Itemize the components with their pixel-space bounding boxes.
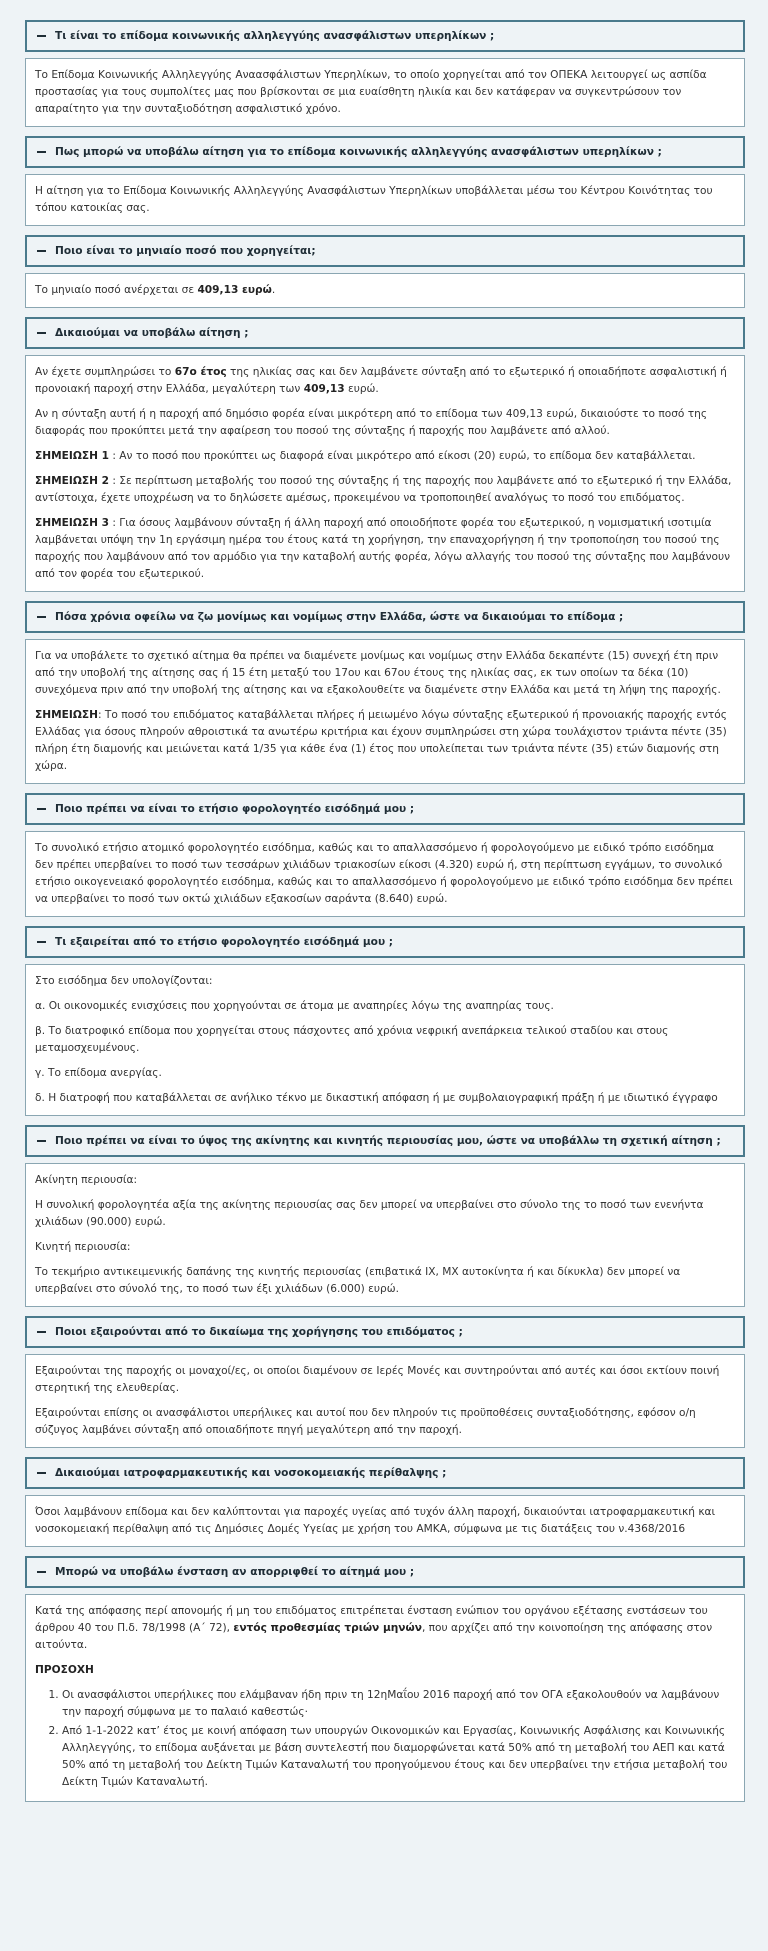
- faq-item: [25, 235, 745, 308]
- minus-icon[interactable]: [37, 35, 46, 37]
- answer-paragraph: [35, 1197, 735, 1231]
- answer-paragraph: [35, 707, 735, 775]
- faq-question-text: Ποιοι εξαιρούνται από το δικαίωμα της χορήγησης του επιδόματος ;: [55, 1326, 463, 1338]
- answer-paragraph: [35, 1504, 735, 1538]
- answer-text: δ. Η διατροφή που καταβάλλεται σε ανήλικο τέκνο με δικαστική απόφαση ή με συμβολαιογραφική πράξη ή με ιδιωτικό έγγραφο: [35, 1092, 718, 1104]
- faq-question-text: Ποιο πρέπει να είναι το ύψος της ακίνητης και κινητής περιουσίας μου, ώστε να υποβάλλω τη σχετική αίτηση ;: [55, 1135, 721, 1147]
- faq-question[interactable]: [25, 1457, 745, 1489]
- answer-text: .: [271, 284, 276, 296]
- answer-text: Εξαιρούνται επίσης οι ανασφάλιστοι υπερήλικες και αυτοί που δεν πληρούν τις προϋποθέσεις συνταξιοδότησης, εφόσον ο/η σύζυγος λαμβάνει σύνταξη από οποιαδήποτε πηγή μεγαλύτερη από την παροχή.: [35, 1407, 696, 1436]
- faq-question-text: Τι εξαιρείται από το ετήσιο φορολογητέο εισόδημά μου ;: [55, 936, 394, 948]
- answer-text: Αν η σύνταξη αυτή ή η παροχή από δημόσιο φορέα είναι μικρότερη από το επίδομα των 409,13 ευρώ, δικαιούστε το ποσό της διαφοράς που προκύπτει μετά την αφαίρεση του ποσού της σύνταξης ή παροχής που λαμβάνετε από αλλού.: [35, 408, 708, 437]
- answer-paragraph: [35, 648, 735, 699]
- answer-paragraph: [35, 1239, 735, 1256]
- answer-paragraph: [35, 1662, 735, 1679]
- faq-item: [25, 1316, 745, 1448]
- faq-item: [25, 601, 745, 784]
- answer-text: Το μηνιαίο ποσό ανέρχεται σε: [35, 284, 198, 296]
- minus-icon[interactable]: [37, 250, 46, 252]
- faq-answer: [25, 1163, 745, 1307]
- faq-question[interactable]: [25, 1125, 745, 1157]
- faq-list: [25, 0, 745, 1802]
- faq-answer: [25, 1354, 745, 1448]
- answer-emphasis: ΣΗΜΕΙΩΣΗ 3: [35, 517, 109, 529]
- minus-icon[interactable]: [37, 151, 46, 153]
- answer-paragraph: [35, 1264, 735, 1298]
- faq-question-text: Ποιο είναι το μηνιαίο ποσό που χορηγείται;: [55, 245, 316, 257]
- answer-text: α. Οι οικονομικές ενισχύσεις που χορηγούνται σε άτομα με αναπηρίες λόγω της αναπηρίας τους.: [35, 1000, 554, 1012]
- answer-text: Ακίνητη περιουσία:: [35, 1174, 138, 1186]
- minus-icon[interactable]: [37, 1140, 46, 1142]
- answer-paragraph: [35, 1090, 735, 1107]
- answer-text: Κατά της απόφασης περί απονομής ή μη του επιδόματος επιτρέπεται ένσταση ενώπιον του οργάνου εξέτασης ενστάσεων του άρθρου 40 του Π.δ. 78/1998 (Α΄ 72),: [35, 1605, 708, 1634]
- minus-icon[interactable]: [37, 808, 46, 810]
- answer-emphasis: ΣΗΜΕΙΩΣΗ: [35, 709, 98, 721]
- answer-paragraph: [35, 998, 735, 1015]
- answer-emphasis: ΠΡΟΣΟΧΗ: [35, 1664, 94, 1676]
- minus-icon[interactable]: [37, 332, 46, 334]
- faq-question-text: Πόσα χρόνια οφείλω να ζω μονίμως και νομίμως στην Ελλάδα, ώστε να δικαιούμαι το επίδομα ;: [55, 611, 624, 623]
- faq-item: [25, 1125, 745, 1307]
- faq-question-text: Τι είναι το επίδομα κοινωνικής αλληλεγγύης ανασφάλιστων υπερηλίκων ;: [55, 30, 495, 42]
- faq-answer: [25, 1594, 745, 1802]
- answer-emphasis: ΣΗΜΕΙΩΣΗ 1: [35, 450, 109, 462]
- answer-paragraph: [35, 973, 735, 990]
- answer-text: : Το ποσό του επιδόματος καταβάλλεται πλήρες ή μειωμένο λόγω σύνταξης εξωτερικού ή προνοιακής παροχής εντός Ελλάδας για όσους πληρούν αθροιστικά τα ανωτέρω κριτήρια και έχουν συμπληρώσει στη χώρα τουλάχιστον τριάντα πέντε (35) πλήρη έτη διαμονής και μειώνεται κατά 1/35 για κάθε ένα (1) έτος που υπολείπεται των τριάντα πέντε (35) ετών διαμονής στη χώρα.: [35, 709, 727, 772]
- faq-answer: [25, 174, 745, 226]
- minus-icon[interactable]: [37, 1571, 46, 1573]
- faq-item: [25, 317, 745, 592]
- answer-list-item: 2. Από 1-1-2022 κατ’ έτος με κοινή απόφαση των υπουργών Οικονομικών και Εργασίας, Κοινωνικής Ασφάλισης και Κοινωνικής Αλληλεγγύης, το επίδομα αυξάνεται με βάση συντελεστή που διαμορφώνεται κατά 50% από τη μεταβολή του ΑΕΠ και κατά 50% από τη μεταβολή του Δείκτη Τιμών Καταναλωτή του προηγούμενου έτους και δεν υπερβαίνει την ετήσια μεταβολή του Δείκτη Τιμών Καταναλωτή.: [62, 1723, 735, 1791]
- answer-paragraph: [35, 406, 735, 440]
- answer-text: Όσοι λαμβάνουν επίδομα και δεν καλύπτονται για παροχές υγείας από τυχόν άλλη παροχή, δικαιούνται ιατροφαρμακευτική και νοσοκομειακή περίθαλψη από τις Δημόσιες Δομές Υγείας με χρήση του ΑΜΚΑ, σύμφωνα με τις διατάξεις του ν.4368/2016: [35, 1506, 716, 1535]
- faq-question-text: Δικαιούμαι ιατροφαρμακευτικής και νοσοκομειακής περίθαλψης ;: [55, 1467, 447, 1479]
- faq-question[interactable]: [25, 235, 745, 267]
- answer-text: ευρώ.: [344, 383, 379, 395]
- faq-question[interactable]: [25, 317, 745, 349]
- answer-text: : Αν το ποσό που προκύπτει ως διαφορά είναι μικρότερο από είκοσι (20) ευρώ, το επίδομα δεν καταβάλλεται.: [109, 450, 696, 462]
- answer-paragraph: [35, 1172, 735, 1189]
- answer-text: : Σε περίπτωση μεταβολής του ποσού της σύνταξης ή της παροχής που λαμβάνετε από το εξωτερικό ή την Ελλάδα, αντίστοιχα, έχετε υποχρέωση να το δηλώσετε αμέσως, προκειμένου να τροποποιηθεί αναλόγως το ποσό του επιδόματος.: [35, 475, 732, 504]
- faq-question-text: Πως μπορώ να υποβάλω αίτηση για το επίδομα κοινωνικής αλληλεγγύης ανασφάλιστων υπερηλίκων ;: [55, 146, 662, 158]
- faq-answer: [25, 831, 745, 917]
- answer-text: Εξαιρούνται της παροχής οι μοναχοί/ες, οι οποίοι διαμένουν σε Ιερές Μονές και συντηρούνται από αυτές και όσοι εκτίουν ποινή στερητική της ελευθερίας.: [35, 1365, 720, 1394]
- answer-emphasis: ΣΗΜΕΙΩΣΗ 2: [35, 475, 109, 487]
- answer-paragraph: [35, 1065, 735, 1082]
- faq-answer: [25, 58, 745, 127]
- answer-paragraph: [35, 364, 735, 398]
- answer-text: Κινητή περιουσία:: [35, 1241, 131, 1253]
- faq-answer: [25, 1495, 745, 1547]
- faq-question[interactable]: [25, 926, 745, 958]
- answer-paragraph: [35, 448, 735, 465]
- faq-question[interactable]: [25, 136, 745, 168]
- answer-text: γ. Το επίδομα ανεργίας.: [35, 1067, 162, 1079]
- faq-item: [25, 1556, 745, 1802]
- answer-paragraph: [35, 282, 735, 299]
- answer-emphasis: 67ο έτος: [174, 366, 227, 378]
- faq-question[interactable]: [25, 601, 745, 633]
- answer-text: Η συνολική φορολογητέα αξία της ακίνητης περιουσίας σας δεν μπορεί να υπερβαίνει στο σύνολο της το ποσό των ενενήντα χιλιάδων (90.000) ευρώ.: [35, 1199, 704, 1228]
- faq-item: [25, 1457, 745, 1547]
- answer-text: της ηλικίας σας και δεν λαμβάνετε σύνταξη από το εξωτερικό ή οποιαδήποτε ασφαλιστική ή προνοιακή παροχή στην Ελλάδα, μεγαλύτερη των: [35, 366, 727, 395]
- answer-emphasis: 409,13: [303, 383, 345, 395]
- minus-icon[interactable]: [37, 1472, 46, 1474]
- answer-text: β. Το διατροφικό επίδομα που χορηγείται στους πάσχοντες από χρόνια νεφρική ανεπάρκεια τελικού σταδίου και στους μεταμοσχευμένους.: [35, 1025, 669, 1054]
- answer-paragraph: [35, 1363, 735, 1397]
- answer-text: Για να υποβάλετε το σχετικό αίτημα θα πρέπει να διαμένετε μονίμως και νομίμως στην Ελλάδα δεκαπέντε (15) συνεχή έτη πριν από την υποβολή της αίτησης σας ή 15 έτη μεταξύ του 17ου και 67ου έτους της ηλικίας σας, εκ των οποίων τα δέκα (10) συνεχόμενα πριν από την υποβολή της αίτησης και να εξακολουθείτε να διαμένετε στην Ελλάδα και μετά τη λήψη της παροχής.: [35, 650, 721, 696]
- faq-question[interactable]: [25, 793, 745, 825]
- faq-item: [25, 20, 745, 127]
- faq-answer: [25, 273, 745, 308]
- answer-text: : Για όσους λαμβάνουν σύνταξη ή άλλη παροχή από οποιοδήποτε φορέα του εξωτερικού, η νομισματική ισοτιμία λαμβάνεται υπόψη την 1η εργάσιμη ημέρα του έτους κατά τη χορήγηση, την επαναχορήγηση ή την τροποποίηση του ποσού της παροχής που λαμβάνουν από τον αρμόδιο για την καταβολή αυτής φορέα, λόγω αλλαγής του ποσού της σύνταξης που λαμβάνουν από τον φορέα του εξωτερικού.: [35, 517, 731, 580]
- faq-question[interactable]: [25, 1556, 745, 1588]
- faq-item: [25, 793, 745, 917]
- faq-item: [25, 136, 745, 226]
- faq-answer: [25, 639, 745, 784]
- answer-text: Στο εισόδημα δεν υπολογίζονται:: [35, 975, 213, 987]
- faq-question-text: Δικαιούμαι να υποβάλω αίτηση ;: [55, 327, 249, 339]
- answer-text: Η αίτηση για το Επίδομα Κοινωνικής Αλληλεγγύης Ανασφάλιστων Υπερηλίκων υποβάλλεται μέσω του Κέντρου Κοινότητας του τόπου κατοικίας σας.: [35, 185, 713, 214]
- minus-icon[interactable]: [37, 616, 46, 618]
- answer-text: Το Επίδομα Κοινωνικής Αλληλεγγύης Αναασφάλιστων Υπερηλίκων, το οποίο χορηγείται από τον ΟΠΕΚΑ λειτουργεί ως ασπίδα προστασίας για τους συμπολίτες μας που βρίσκονται σε μια ευαίσθητη ηλικία και δεν κατάφεραν να συγκεντρώσουν τον απαραίτητο για την συνταξιοδότηση ασφαλιστικό χρόνο.: [35, 69, 707, 115]
- answer-text: Το τεκμήριο αντικειμενικής δαπάνης της κινητής περιουσίας (επιβατικά ΙΧ, ΜΧ αυτοκίνητα ή και δίκυκλα) δεν μπορεί να υπερβαίνει στο σύνολό της, το ποσό των έξι χιλιάδων (6.000) ευρώ.: [35, 1266, 681, 1295]
- answer-text: , που αρχίζει από την κοινοποίηση της απόφασης στον αιτούντα.: [35, 1622, 713, 1651]
- answer-emphasis: 409,13 ευρώ: [197, 284, 272, 296]
- faq-answer: [25, 355, 745, 592]
- answer-text: Το συνολικό ετήσιο ατομικό φορολογητέο εισόδημα, καθώς και το απαλλασσόμενο ή φορολογούμενο με ειδικό τρόπο εισόδημα δεν πρέπει υπερβαίνει το ποσό των τεσσάρων χιλιάδων τριακοσίων είκοσι (4.320) ευρώ ή, στη περίπτωση εγγάμων, το συνολικό ετήσιο οικογενειακό φορολογητέο εισόδημα, καθώς και το απαλλασσόμενο ή φορολογούμενο με ειδικό τρόπο εισόδημα δεν πρέπει να υπερβαίνει το ποσό των οκτώ χιλιάδων εξακοσίων σαράντα (8.640) ευρώ.: [35, 842, 733, 905]
- faq-question[interactable]: [25, 1316, 745, 1348]
- answer-paragraph: [35, 1603, 735, 1654]
- answer-paragraph: [35, 473, 735, 507]
- faq-question[interactable]: [25, 20, 745, 52]
- answer-list-item: 1. Οι ανασφάλιστοι υπερήλικες που ελάμβαναν ήδη πριν τη 12ηΜαΐου 2016 παροχή από τον ΟΓΑ εξακολουθούν να λαμβάνουν την παροχή σύμφωνα με το παλαιό καθεστώς·: [62, 1687, 735, 1721]
- faq-item: [25, 926, 745, 1116]
- answer-paragraph: [35, 515, 735, 583]
- answer-list: [35, 1687, 735, 1791]
- answer-emphasis: εντός προθεσμίας τριών μηνών: [233, 1622, 422, 1634]
- faq-question-text: Ποιο πρέπει να είναι το ετήσιο φορολογητέο εισόδημά μου ;: [55, 803, 415, 815]
- answer-paragraph: [35, 1405, 735, 1439]
- minus-icon[interactable]: [37, 1331, 46, 1333]
- answer-text: Αν έχετε συμπληρώσει το: [35, 366, 175, 378]
- answer-paragraph: [35, 67, 735, 118]
- faq-question-text: Μπορώ να υποβάλω ένσταση αν απορριφθεί το αίτημά μου ;: [55, 1566, 415, 1578]
- answer-paragraph: [35, 840, 735, 908]
- answer-paragraph: [35, 183, 735, 217]
- minus-icon[interactable]: [37, 941, 46, 943]
- faq-answer: [25, 964, 745, 1116]
- answer-paragraph: [35, 1023, 735, 1057]
